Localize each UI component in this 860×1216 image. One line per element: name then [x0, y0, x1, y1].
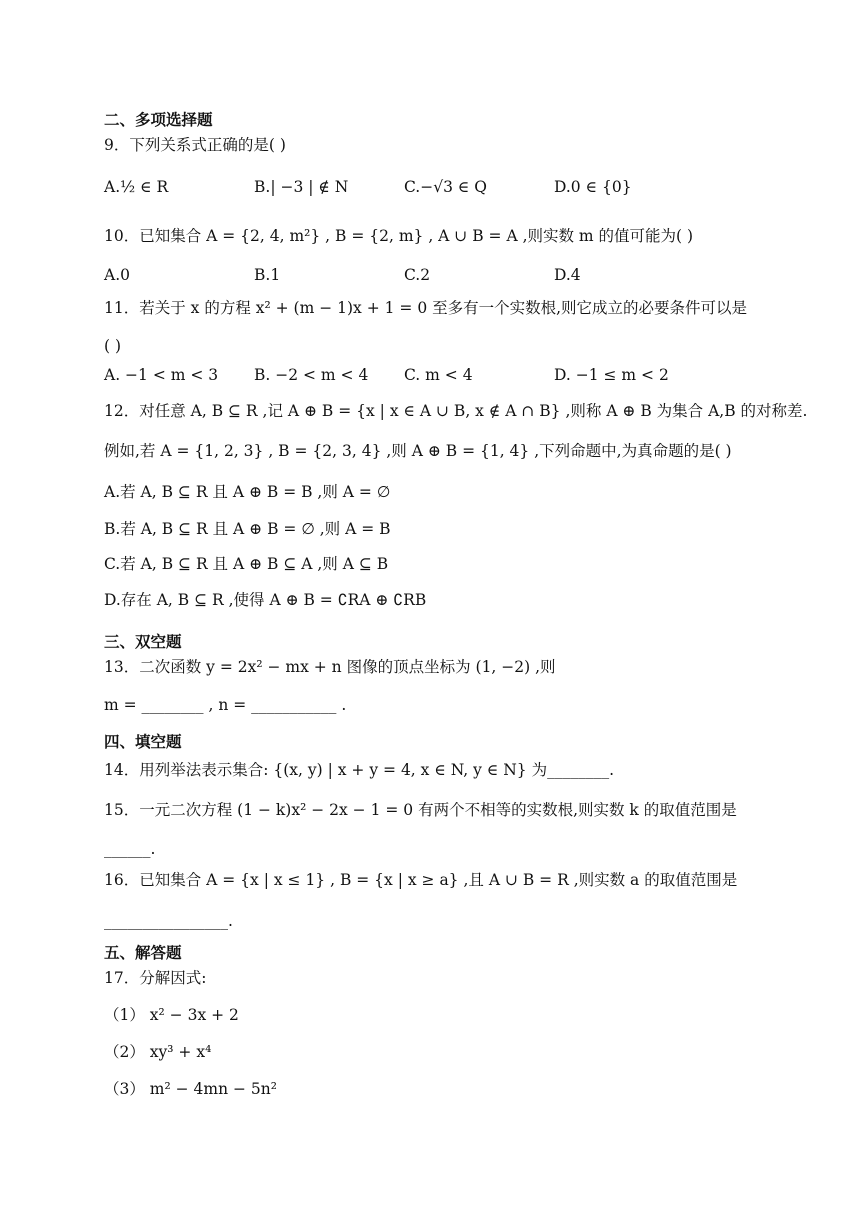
question-15-stem-line-2: ______. — [104, 840, 156, 858]
question-11-stem-line-2: ( ) — [104, 337, 122, 355]
question-17-part-3: （3） m² − 4mn − 5n² — [104, 1080, 277, 1098]
question-13-blanks: m = ________ , n = ___________ . — [104, 696, 347, 714]
section-heading-solution: 五、解答题 — [104, 944, 182, 962]
question-10-option-a: A.0 — [104, 266, 130, 284]
section-heading-double-blank: 三、双空题 — [104, 633, 182, 651]
question-11-option-c: C. m < 4 — [404, 366, 473, 384]
question-12-option-b: B.若 A, B ⊆ R 且 A ⊕ B = ∅ ,则 A = B — [104, 520, 391, 538]
question-11-option-b: B. −2 < m < 4 — [254, 366, 369, 384]
question-12-option-a: A.若 A, B ⊆ R 且 A ⊕ B = B ,则 A = ∅ — [104, 483, 391, 501]
question-17-part-2: （2） xy³ + x⁴ — [104, 1043, 212, 1061]
section-heading-multiple-choice: 二、多项选择题 — [104, 111, 213, 129]
question-9-stem: 9．下列关系式正确的是( ) — [104, 136, 286, 154]
question-12-stem-line-1: 12．对任意 A, B ⊆ R ,记 A ⊕ B = {x | x ∈ A ∪ B, x ∉ A ∩ B} ,则称 A ⊕ B 为集合 A,B 的对称差. — [104, 402, 808, 420]
question-10-option-c: C.2 — [404, 266, 431, 284]
question-9-option-d: D.0 ∈ {0} — [554, 178, 632, 196]
question-16-stem-line-1: 16．已知集合 A = {x | x ≤ 1} , B = {x | x ≥ a} ,且 A ∪ B = R ,则实数 a 的取值范围是 — [104, 871, 738, 889]
question-13-stem: 13．二次函数 y = 2x² − mx + n 图像的顶点坐标为 (1, −2) ,则 — [104, 658, 556, 676]
question-16-stem-line-2: ________________. — [104, 912, 233, 930]
question-17-stem: 17．分解因式: — [104, 969, 207, 987]
question-10-stem: 10．已知集合 A = {2, 4, m²} , B = {2, m} , A ∪ B = A ,则实数 m 的值可能为( ) — [104, 227, 694, 245]
question-10-option-b: B.1 — [254, 266, 281, 284]
question-12-option-d: D.存在 A, B ⊆ R ,使得 A ⊕ B = ∁RA ⊕ ∁RB — [104, 591, 427, 609]
question-14-stem: 14．用列举法表示集合: {(x, y) | x + y = 4, x ∈ N, y ∈ N} 为________. — [104, 761, 615, 779]
question-11-option-a: A. −1 < m < 3 — [104, 366, 219, 384]
question-11-option-d: D. −1 ≤ m < 2 — [554, 366, 669, 384]
question-15-stem-line-1: 15．一元二次方程 (1 − k)x² − 2x − 1 = 0 有两个不相等的实数根,则实数 k 的取值范围是 — [104, 801, 737, 819]
question-9-option-b: B.| −3 | ∉ N — [254, 178, 349, 196]
question-17-part-1: （1） x² − 3x + 2 — [104, 1006, 239, 1024]
question-9-option-c: C.−√3 ∈ Q — [404, 178, 487, 196]
question-12-option-c: C.若 A, B ⊆ R 且 A ⊕ B ⊆ A ,则 A ⊆ B — [104, 555, 389, 573]
question-11-stem-line-1: 11．若关于 x 的方程 x² + (m − 1)x + 1 = 0 至多有一个实数根,则它成立的必要条件可以是 — [104, 299, 748, 317]
question-10-option-d: D.4 — [554, 266, 581, 284]
section-heading-fill-in: 四、填空题 — [104, 733, 182, 751]
question-12-stem-line-2: 例如,若 A = {1, 2, 3} , B = {2, 3, 4} ,则 A ⊕ B = {1, 4} ,下列命题中,为真命题的是( ) — [104, 442, 732, 460]
question-9-option-a: A.½ ∈ R — [104, 178, 169, 196]
